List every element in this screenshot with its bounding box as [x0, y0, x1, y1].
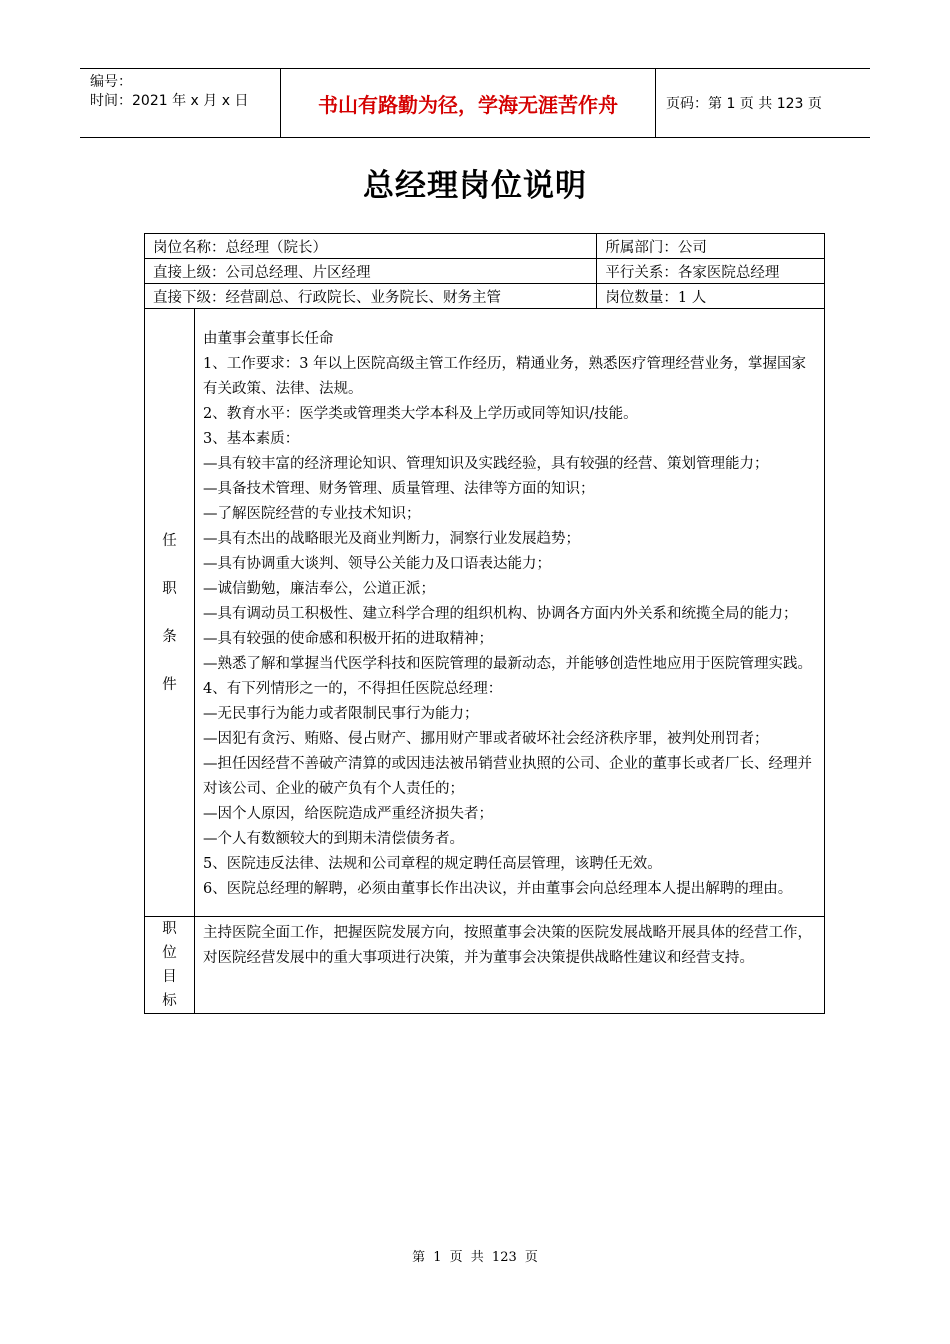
qualification-line: —因个人原因，给医院造成严重经济损失者；: [203, 806, 493, 822]
info-row: [145, 234, 825, 259]
info-row: [145, 259, 825, 284]
objective-content: [195, 917, 825, 1014]
qualification-line: 2、教育水平：医学类或管理类大学本科及上学历或同等知识/技能。: [203, 406, 638, 422]
job-description-table: [144, 233, 825, 1014]
qualification-line: —无民事行为能力或者限制民事行为能力；: [203, 706, 479, 722]
qualification-line: 4、有下列情形之一的，不得担任医院总经理：: [203, 681, 503, 697]
qualification-line: —个人有数额较大的到期未清偿债务者。: [203, 831, 464, 847]
department-cell: 所属部门：公司: [597, 234, 825, 259]
parallel-cell: 平行关系：各家医院总经理: [597, 259, 825, 284]
page-footer: 第 1 页 共 123 页: [412, 1250, 538, 1265]
qualification-line: 由董事会董事长任命: [203, 331, 334, 347]
qualification-line: 6、医院总经理的解聘，必须由董事长作出决议，并由董事会向总经理本人提出解聘的理由。: [203, 881, 793, 897]
qualification-line: 1、工作要求：3 年以上医院高级主管工作经历，精通业务，熟悉医疗管理经营业务，掌握国家有关政策、法律、法规。: [203, 356, 807, 397]
date-label: 时间：2021 年 x 月 x 日: [90, 93, 249, 109]
qualification-line: —熟悉了解和掌握当代医学科技和医院管理的最新动态，并能够创造性地应用于医院管理实践。: [203, 656, 812, 672]
qualification-line: —因犯有贪污、贿赂、侵占财产、挪用财产罪或者破坏社会经济秩序罪，被判处刑罚者；: [203, 731, 769, 747]
headcount-cell: 岗位数量：1 人: [597, 284, 825, 309]
header-page-info: 页码：第 1 页 共 123 页: [666, 96, 822, 112]
qualification-line: —诚信勤勉，廉洁奉公，公道正派；: [203, 581, 435, 597]
qualification-line: —具备技术管理、财务管理、质量管理、法律等方面的知识；: [203, 481, 595, 497]
header-slogan: 书山有路勤为径，学海无涯苦作舟: [281, 69, 656, 137]
objective-row: [145, 917, 825, 1014]
qualification-line: —具有杰出的战略眼光及商业判断力，洞察行业发展趋势；: [203, 531, 580, 547]
objective-label: 职 位 目 标: [145, 917, 195, 1014]
qualification-line: 3、基本素质：: [203, 431, 300, 447]
qualification-line: 5、医院违反法律、法规和公司章程的规定聘任高层管理，该聘任无效。: [203, 856, 662, 872]
objective-text: 主持医院全面工作，把握医院发展方向，按照董事会决策的医院发展战略开展具体的经营工作，对医院经营发展中的重大事项进行决策，并为董事会决策提供战略性建议和经营支持。: [203, 925, 812, 966]
header-meta: [80, 69, 281, 137]
qualification-line: —担任因经营不善破产清算的或因违法被吊销营业执照的公司、企业的董事长或者厂长、经理并对该公司、企业的破产负有个人责任的；: [203, 756, 812, 797]
qualification-line: —具有协调重大谈判、领导公关能力及口语表达能力；: [203, 556, 551, 572]
subordinate-cell: 直接下级：经营副总、行政院长、业务院长、财务主管: [145, 284, 597, 309]
page-header: [80, 68, 870, 138]
number-label: 编号：: [90, 74, 132, 90]
info-row: [145, 284, 825, 309]
job-name-cell: 岗位名称：总经理（院长）: [145, 234, 597, 259]
qualification-line: —具有较强的使命感和积极开拓的进取精神；: [203, 631, 493, 647]
superior-cell: 直接上级：公司总经理、片区经理: [145, 259, 597, 284]
qualification-line: —具有调动员工积极性、建立科学合理的组织机构、协调各方面内外关系和统揽全局的能力；: [203, 606, 798, 622]
qualifications-label: 任 职 条 件: [145, 309, 195, 917]
qualifications-row: [145, 309, 825, 917]
qualification-line: —具有较丰富的经济理论知识、管理知识及实践经验，具有较强的经营、策划管理能力；: [203, 456, 769, 472]
document-title: 总经理岗位说明: [363, 168, 587, 204]
qualification-line: —了解医院经营的专业技术知识；: [203, 506, 421, 522]
qualifications-content: [195, 309, 825, 917]
